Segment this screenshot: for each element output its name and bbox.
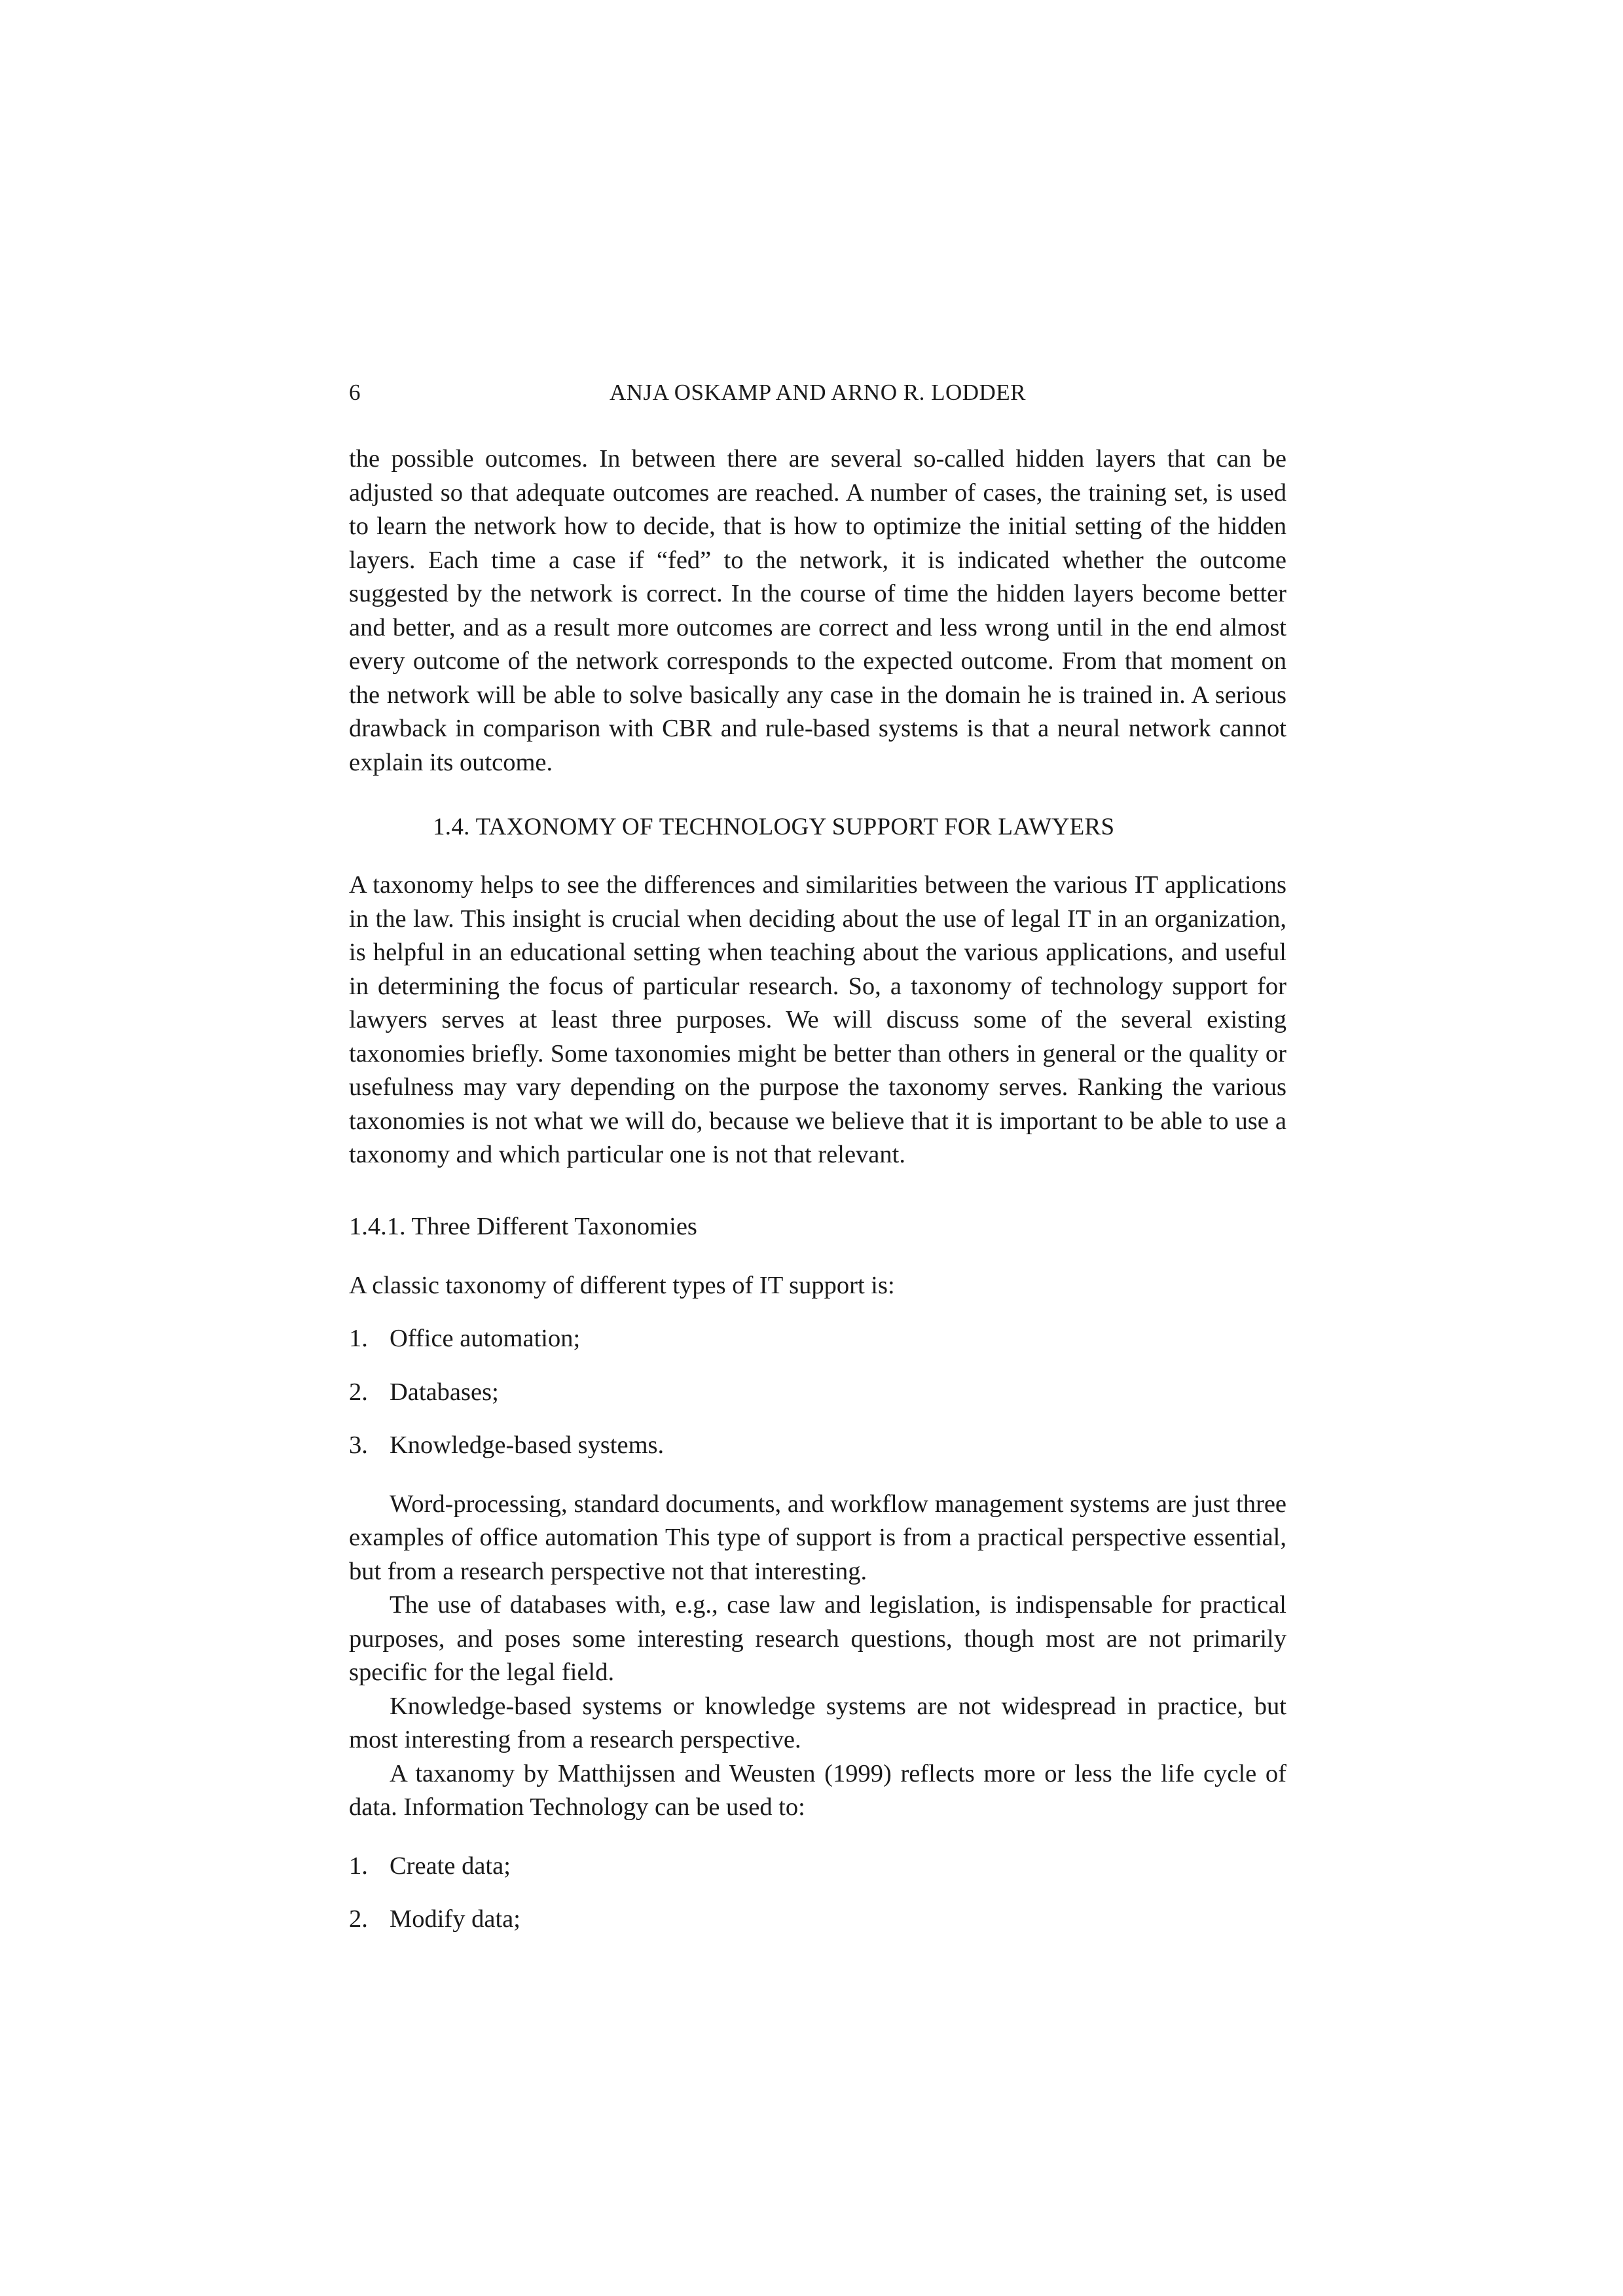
- subsection-heading: 1.4.1. Three Different Taxonomies: [349, 1212, 697, 1240]
- list-item-text: Office automation;: [390, 1325, 581, 1352]
- paragraph-life-cycle: A taxanomy by Matthijssen and Weusten (1999) reflects more or less the life cycle of data. Information Technology can be used to:: [349, 1759, 1286, 1821]
- page: [349, 373, 1286, 1962]
- list-item-text: Create data;: [390, 1852, 511, 1880]
- paragraph-knowledge-systems: Knowledge-based systems or knowledge systems are not widespread in practice, but most interesting from a research perspective.: [349, 1692, 1286, 1753]
- paragraph-taxonomy-intro: A taxonomy helps to see the differences and similarities between the various IT applications in the law. This insight is crucial when deciding about the use of legal IT in an organization, is helpful in an educational setting when teaching about the various applications, and useful in determining the focus of particular research. So, a taxonomy of technology support for lawyers serves at least three purposes. We will discuss some of the several existing taxonomies briefly. Some taxonomies might be better than others in general or the quality or usefulness may vary depending on the purpose the taxonomy serves. Ranking the various taxonomies is not what we will do, because we believe that it is important to be able to use a taxonomy and which particular one is not that relevant.: [349, 871, 1286, 1168]
- life-cycle-list: [349, 1850, 1286, 1937]
- list-item: [349, 1429, 1286, 1463]
- list-item-number: 1.: [349, 1325, 368, 1352]
- page-number: 6: [349, 380, 361, 405]
- section-heading: 1.4. TAXONOMY OF TECHNOLOGY SUPPORT FOR LAWYERS: [433, 814, 1115, 840]
- paragraph-office-automation: Word-processing, standard documents, and workflow management systems are just three examples of office automation This type of support is from a practical perspective essential, but from a research perspective not that interesting.: [349, 1490, 1286, 1585]
- list-item-text: Databases;: [390, 1378, 499, 1406]
- list-item-number: 2.: [349, 1905, 368, 1933]
- list-item: [349, 1376, 1286, 1410]
- list-intro: A classic taxonomy of different types of IT support is:: [349, 1271, 895, 1299]
- running-title: ANJA OSKAMP AND ARNO R. LODDER: [609, 380, 1026, 405]
- paragraph-neural-network: the possible outcomes. In between there are several so-called hidden layers that can be adjusted so that adequate outcomes are reached. A number of cases, the training set, is used to learn the network how to decide, that is how to optimize the initial setting of the hidden layers. Each time a case if “fed” to the network, it is indicated whether the outcome suggested by the network is correct. In the course of time the hidden layers become better and better, and as a result more outcomes are correct and less wrong until in the end almost every outcome of the network corresponds to the expected outcome. From that moment on the network will be able to solve basically any case in the domain he is trained in. A serious drawback in comparison with CBR and rule-based systems is that a neural network cannot explain its outcome.: [349, 445, 1286, 776]
- list-item: [349, 1903, 1286, 1937]
- paragraph-databases: The use of databases with, e.g., case law and legislation, is indispensable for practical purposes, and poses some interesting research questions, though most are not primarily specific for the legal field.: [349, 1591, 1286, 1686]
- list-item: [349, 1322, 1286, 1356]
- list-item-text: Knowledge-based systems.: [390, 1431, 665, 1459]
- list-item-text: Modify data;: [390, 1905, 520, 1933]
- running-head: [349, 373, 1286, 412]
- list-item-number: 2.: [349, 1378, 368, 1406]
- list-item-number: 1.: [349, 1852, 368, 1880]
- classic-taxonomy-list: [349, 1322, 1286, 1463]
- list-item: [349, 1850, 1286, 1884]
- list-item-number: 3.: [349, 1431, 368, 1459]
